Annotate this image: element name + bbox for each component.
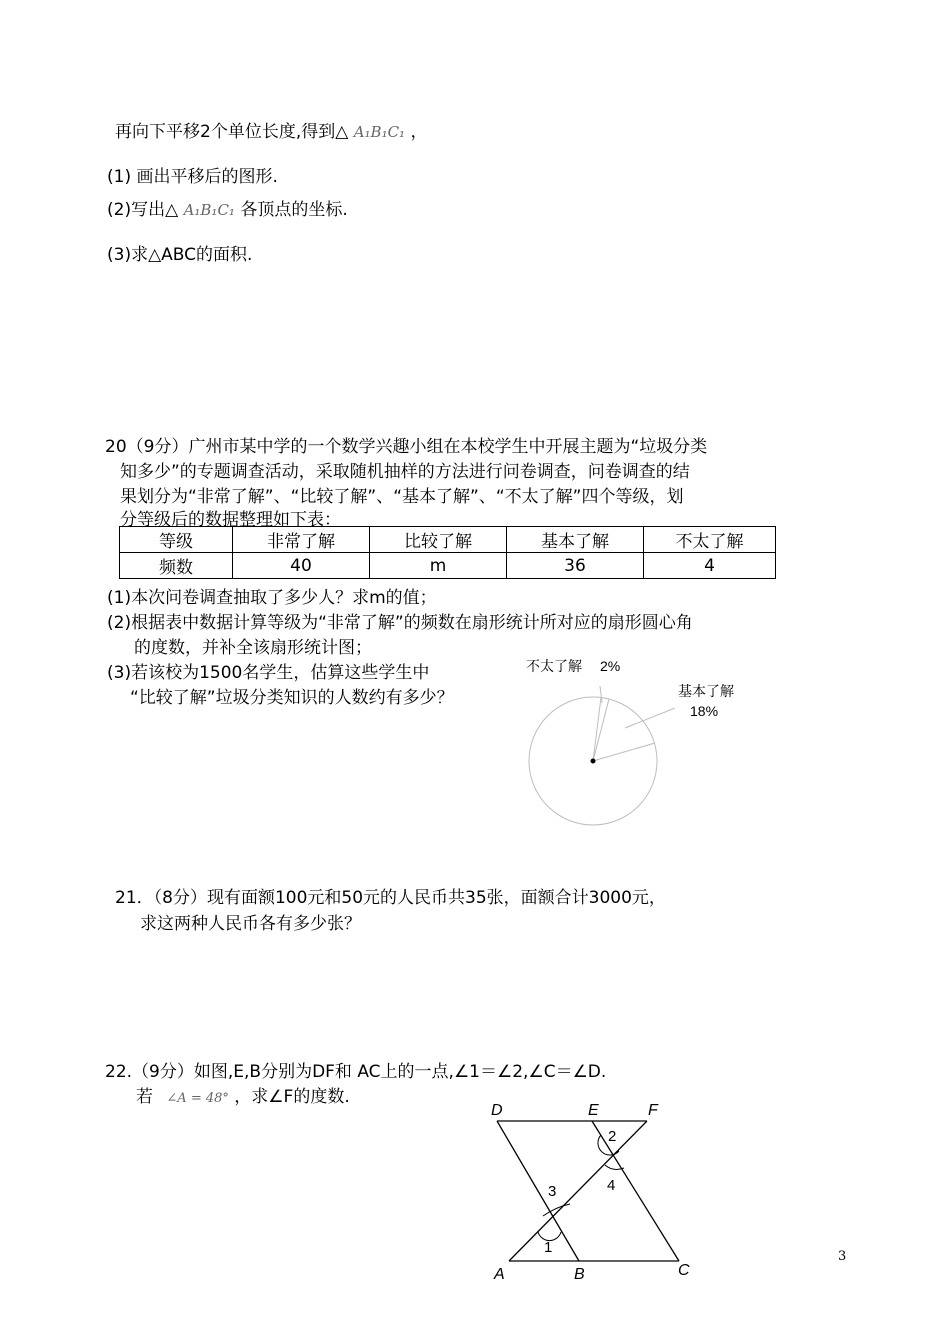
q20-part2-line1: (2)根据表中数据计算等级为“非常了解”的频数在扇形统计所对应的扇形圆心角 xyxy=(107,613,693,633)
q19-part2-pre: (2)写出△ xyxy=(107,200,179,220)
q20-part1: (1)本次问卷调查抽取了多少人？求m的值； xyxy=(107,588,437,608)
q20-line1: 20（9分）广州市某中学的一个数学兴趣小组在本校学生中开展主题为“垃圾分类 xyxy=(105,437,708,457)
angle-4-label: 4 xyxy=(607,1177,616,1194)
pie-label-a: 不太了解 xyxy=(526,658,582,674)
vertex-d-label: D xyxy=(491,1102,503,1119)
angle-3-label: 3 xyxy=(548,1183,557,1200)
segment-af xyxy=(509,1121,647,1261)
q21-line1: 21．（8分）现有面额100元和50元的人民币共35张，面额合计3000元， xyxy=(115,888,666,908)
vertex-b-label: B xyxy=(574,1266,585,1283)
q22-line2 xyxy=(136,1082,350,1107)
q19-triangle-label: A₁B₁C₁ xyxy=(353,123,406,141)
pie-radius-c xyxy=(593,743,655,761)
table-cell: 频数 xyxy=(120,553,233,579)
q20-part3-line2: “比较了解”垃圾分类知识的人数约有多少？ xyxy=(130,688,454,708)
q19-part3: (3)求△ABC的面积. xyxy=(107,245,253,265)
geometry-figure xyxy=(480,1095,710,1290)
q20-line2: 知多少”的专题调查活动，采取随机抽样的方法进行问卷调查，问卷调查的结 xyxy=(120,462,690,482)
table-cell: m xyxy=(370,553,507,579)
angle-2-label: 2 xyxy=(608,1128,617,1145)
pie-radius-a xyxy=(593,698,601,762)
vertex-f-label: F xyxy=(648,1102,658,1119)
q19-part2-triangle: A₁B₁C₁ xyxy=(183,201,235,219)
table-cell: 比较了解 xyxy=(370,527,507,553)
pie-label-b: 基本了解 xyxy=(678,683,734,699)
q19-part1: (1) 画出平移后的图形. xyxy=(107,167,278,187)
q19-intro-line xyxy=(115,117,427,142)
q19-intro: 再向下平移2个单位长度,得到△ xyxy=(115,122,349,142)
vertex-c-label: C xyxy=(678,1262,690,1279)
q20-part3-line1: (3)若该校为1500名学生，估算这些学生中 xyxy=(107,663,430,683)
table-cell: 基本了解 xyxy=(507,527,644,553)
segment-ec xyxy=(592,1121,679,1261)
table-cell: 等级 xyxy=(120,527,233,553)
table-cell: 不太了解 xyxy=(644,527,776,553)
vertex-a-label: A xyxy=(494,1266,505,1283)
table-cell: 40 xyxy=(233,553,370,579)
pie-chart xyxy=(515,650,775,835)
table-cell: 36 xyxy=(507,553,644,579)
pie-radius-b xyxy=(593,699,609,761)
table-cell: 非常了解 xyxy=(233,527,370,553)
segment-db xyxy=(497,1121,579,1261)
q20-line3: 果划分为“非常了解”、“比较了解”、“基本了解”、“不太了解”四个等级，划 xyxy=(120,487,684,507)
pie-pct-b: 18% xyxy=(690,703,719,719)
vertex-e-label: E xyxy=(588,1102,599,1119)
q22-if: 若 xyxy=(136,1087,153,1107)
angle-a-value: ∠A = 48° xyxy=(166,1091,229,1106)
q20-part2-line2: 的度数，并补全该扇形统计图； xyxy=(134,638,372,658)
q19-part2-post: 各顶点的坐标. xyxy=(240,200,348,220)
q19-comma: ， xyxy=(410,122,428,142)
angle-1-label: 1 xyxy=(544,1239,553,1256)
q22-line1: 22.（9分）如图,E,B分别为DF和 AC上的一点,∠1＝∠2,∠C＝∠D. xyxy=(105,1062,607,1082)
table-cell: 4 xyxy=(644,553,776,579)
q20-line4: 分等级后的数据整理如下表： xyxy=(120,510,341,530)
q22-ask: ，求∠F的度数. xyxy=(234,1087,350,1107)
q19-part2-line xyxy=(107,195,348,220)
pie-center-dot xyxy=(591,759,596,764)
frequency-table xyxy=(119,526,776,579)
q21-line2: 求这两种人民币各有多少张？ xyxy=(140,914,361,934)
page-number: 3 xyxy=(838,1249,847,1264)
pie-pct-a: 2% xyxy=(600,658,621,674)
table-row xyxy=(120,553,776,579)
table-header-row xyxy=(120,527,776,553)
